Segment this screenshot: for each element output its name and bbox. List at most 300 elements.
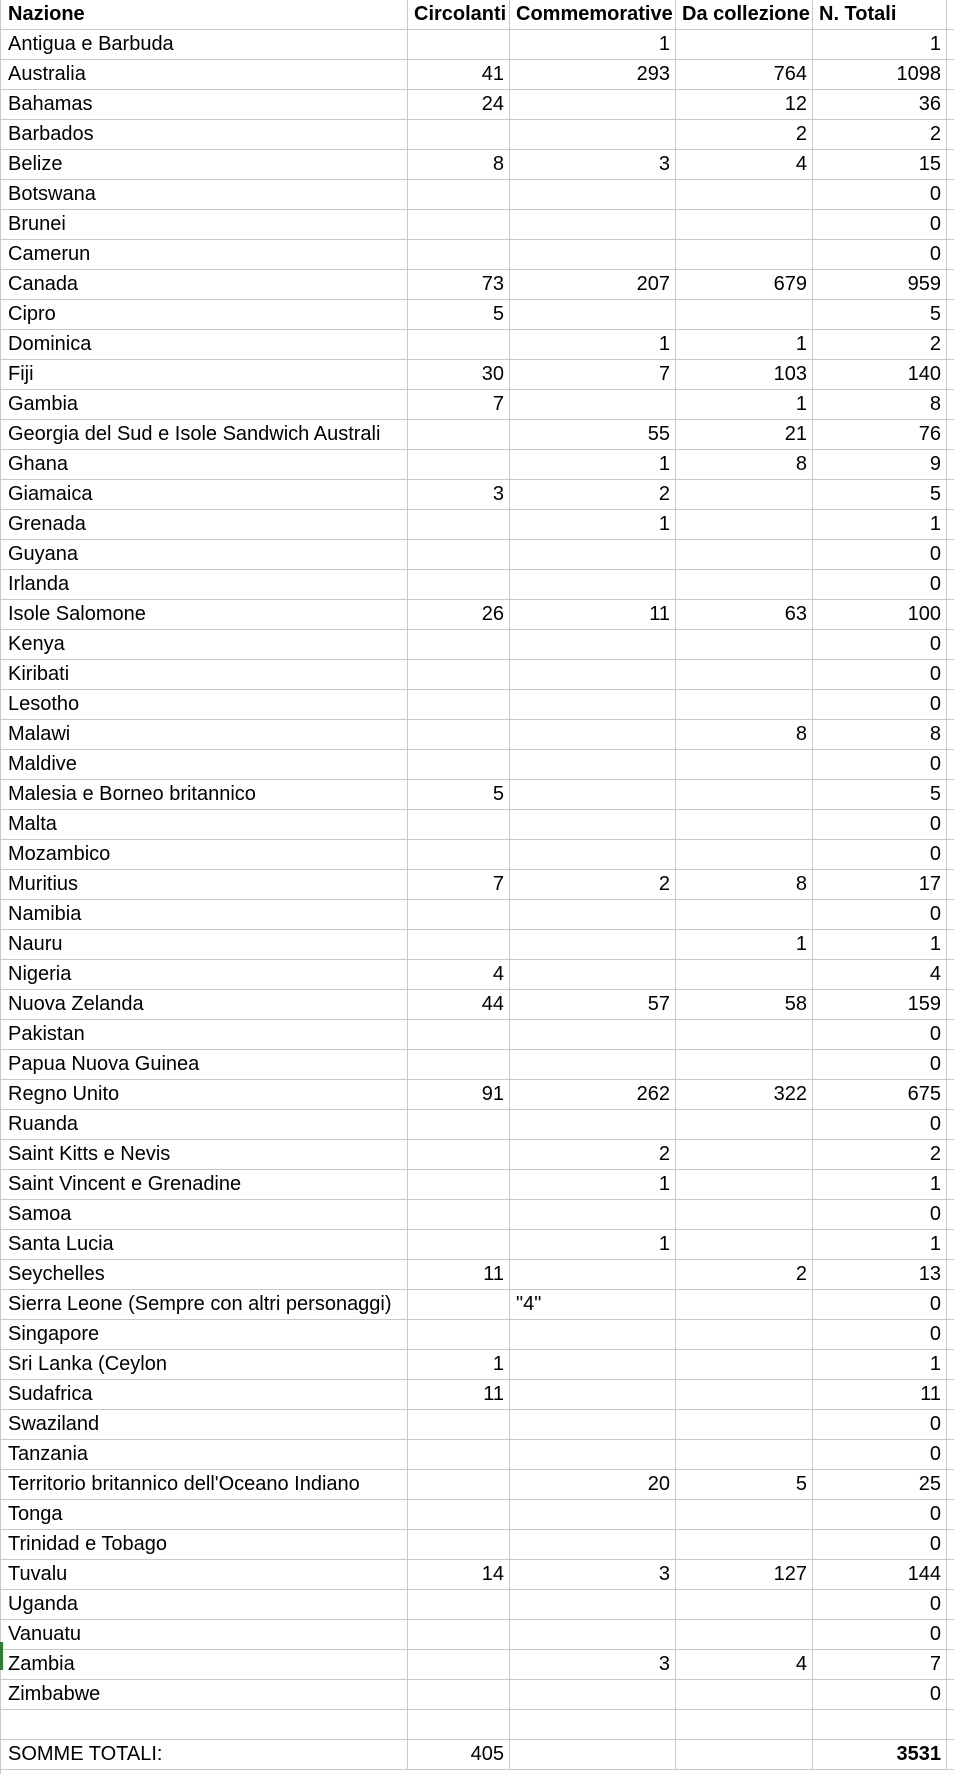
circolanti-cell[interactable] bbox=[408, 1650, 510, 1679]
country-cell[interactable]: Kiribati bbox=[0, 660, 408, 689]
totali-cell[interactable]: 8 bbox=[813, 390, 947, 419]
da-collezione-cell[interactable] bbox=[676, 540, 813, 569]
totali-cell[interactable]: 1 bbox=[813, 1230, 947, 1259]
commemorative-cell[interactable] bbox=[510, 180, 676, 209]
da-collezione-cell[interactable] bbox=[676, 1200, 813, 1229]
country-cell[interactable]: Papua Nuova Guinea bbox=[0, 1050, 408, 1079]
circolanti-cell[interactable]: 1 bbox=[408, 1350, 510, 1379]
da-collezione-cell[interactable] bbox=[676, 30, 813, 59]
commemorative-cell[interactable]: 55 bbox=[510, 420, 676, 449]
circolanti-cell[interactable] bbox=[408, 450, 510, 479]
commemorative-cell[interactable] bbox=[510, 1350, 676, 1379]
totali-cell[interactable]: 0 bbox=[813, 1440, 947, 1469]
totali-cell[interactable]: 0 bbox=[813, 570, 947, 599]
da-collezione-cell[interactable] bbox=[676, 1020, 813, 1049]
circolanti-cell[interactable] bbox=[408, 1230, 510, 1259]
commemorative-cell[interactable] bbox=[510, 1410, 676, 1439]
totali-cell[interactable]: 0 bbox=[813, 1110, 947, 1139]
da-collezione-cell[interactable] bbox=[676, 660, 813, 689]
circolanti-cell[interactable] bbox=[408, 1170, 510, 1199]
header-da-collezione[interactable]: Da collezione bbox=[676, 0, 813, 29]
commemorative-cell[interactable] bbox=[510, 1020, 676, 1049]
country-cell[interactable]: Fiji bbox=[0, 360, 408, 389]
circolanti-cell[interactable] bbox=[408, 1320, 510, 1349]
totali-cell[interactable]: 0 bbox=[813, 1050, 947, 1079]
commemorative-cell[interactable] bbox=[510, 690, 676, 719]
totali-cell[interactable]: 0 bbox=[813, 1320, 947, 1349]
circolanti-cell[interactable]: 11 bbox=[408, 1260, 510, 1289]
circolanti-cell[interactable]: 3 bbox=[408, 480, 510, 509]
circolanti-cell[interactable] bbox=[408, 1590, 510, 1619]
circolanti-cell[interactable] bbox=[408, 1620, 510, 1649]
circolanti-cell[interactable] bbox=[408, 1140, 510, 1169]
commemorative-cell[interactable]: 1 bbox=[510, 30, 676, 59]
da-collezione-cell[interactable] bbox=[676, 240, 813, 269]
totali-cell[interactable]: 0 bbox=[813, 900, 947, 929]
totali-cell[interactable]: 5 bbox=[813, 300, 947, 329]
commemorative-cell[interactable]: 3 bbox=[510, 1650, 676, 1679]
totali-cell[interactable]: 0 bbox=[813, 1500, 947, 1529]
da-collezione-cell[interactable] bbox=[676, 1680, 813, 1709]
da-collezione-cell[interactable] bbox=[676, 1110, 813, 1139]
country-cell[interactable]: Camerun bbox=[0, 240, 408, 269]
commemorative-cell[interactable] bbox=[510, 750, 676, 779]
totali-cell[interactable]: 140 bbox=[813, 360, 947, 389]
commemorative-cell[interactable] bbox=[510, 930, 676, 959]
commemorative-cell[interactable] bbox=[510, 900, 676, 929]
circolanti-cell[interactable]: 7 bbox=[408, 390, 510, 419]
totali-cell[interactable]: 0 bbox=[813, 660, 947, 689]
commemorative-cell[interactable] bbox=[510, 780, 676, 809]
commemorative-cell[interactable]: 3 bbox=[510, 1560, 676, 1589]
country-cell[interactable]: Bahamas bbox=[0, 90, 408, 119]
circolanti-cell[interactable] bbox=[408, 30, 510, 59]
da-collezione-cell[interactable] bbox=[676, 1740, 813, 1769]
totali-cell[interactable]: 0 bbox=[813, 630, 947, 659]
commemorative-cell[interactable]: 11 bbox=[510, 600, 676, 629]
country-cell[interactable]: SOMME TOTALI: bbox=[0, 1740, 408, 1769]
da-collezione-cell[interactable] bbox=[676, 300, 813, 329]
circolanti-cell[interactable] bbox=[408, 900, 510, 929]
country-cell[interactable]: Zambia bbox=[0, 1650, 408, 1679]
circolanti-cell[interactable] bbox=[408, 810, 510, 839]
country-cell[interactable]: Dominica bbox=[0, 330, 408, 359]
commemorative-cell[interactable] bbox=[510, 120, 676, 149]
country-cell[interactable]: Saint Vincent e Grenadine bbox=[0, 1170, 408, 1199]
circolanti-cell[interactable]: 7 bbox=[408, 870, 510, 899]
country-cell[interactable]: Sri Lanka (Ceylon bbox=[0, 1350, 408, 1379]
da-collezione-cell[interactable] bbox=[676, 810, 813, 839]
circolanti-cell[interactable]: 24 bbox=[408, 90, 510, 119]
circolanti-cell[interactable] bbox=[408, 1410, 510, 1439]
country-cell[interactable]: Muritius bbox=[0, 870, 408, 899]
da-collezione-cell[interactable] bbox=[676, 1380, 813, 1409]
commemorative-cell[interactable] bbox=[510, 810, 676, 839]
circolanti-cell[interactable]: 26 bbox=[408, 600, 510, 629]
table-row bbox=[0, 930, 954, 960]
circolanti-cell[interactable]: 41 bbox=[408, 60, 510, 89]
table-row bbox=[0, 1530, 954, 1560]
da-collezione-cell[interactable]: 21 bbox=[676, 420, 813, 449]
da-collezione-cell[interactable]: 1 bbox=[676, 930, 813, 959]
circolanti-cell[interactable]: 8 bbox=[408, 150, 510, 179]
country-cell[interactable]: Kenya bbox=[0, 630, 408, 659]
da-collezione-cell[interactable] bbox=[676, 1320, 813, 1349]
totali-cell[interactable]: 76 bbox=[813, 420, 947, 449]
totali-cell[interactable]: 0 bbox=[813, 1020, 947, 1049]
country-cell[interactable]: Seychelles bbox=[0, 1260, 408, 1289]
da-collezione-cell[interactable] bbox=[676, 750, 813, 779]
totali-cell[interactable]: 159 bbox=[813, 990, 947, 1019]
totali-cell[interactable]: 0 bbox=[813, 810, 947, 839]
country-cell[interactable]: Barbados bbox=[0, 120, 408, 149]
commemorative-cell[interactable]: 2 bbox=[510, 870, 676, 899]
circolanti-cell[interactable] bbox=[408, 1290, 510, 1319]
commemorative-cell[interactable]: 1 bbox=[510, 1170, 676, 1199]
totali-cell[interactable]: 0 bbox=[813, 210, 947, 239]
table-row bbox=[0, 1020, 954, 1050]
totali-cell[interactable]: 7 bbox=[813, 1650, 947, 1679]
commemorative-cell[interactable]: 1 bbox=[510, 330, 676, 359]
commemorative-cell[interactable] bbox=[510, 960, 676, 989]
commemorative-cell[interactable] bbox=[510, 1200, 676, 1229]
da-collezione-cell[interactable]: 4 bbox=[676, 150, 813, 179]
commemorative-cell[interactable] bbox=[510, 390, 676, 419]
da-collezione-cell[interactable]: 58 bbox=[676, 990, 813, 1019]
commemorative-cell[interactable] bbox=[510, 1050, 676, 1079]
country-cell[interactable]: Singapore bbox=[0, 1320, 408, 1349]
da-collezione-cell[interactable] bbox=[676, 1500, 813, 1529]
commemorative-cell[interactable] bbox=[510, 1440, 676, 1469]
circolanti-cell[interactable] bbox=[408, 690, 510, 719]
country-cell[interactable]: Canada bbox=[0, 270, 408, 299]
totali-cell[interactable]: 13 bbox=[813, 1260, 947, 1289]
totali-cell[interactable]: 1098 bbox=[813, 60, 947, 89]
totali-cell[interactable]: 2 bbox=[813, 330, 947, 359]
da-collezione-cell[interactable] bbox=[676, 1440, 813, 1469]
da-collezione-cell[interactable]: 2 bbox=[676, 120, 813, 149]
totali-cell[interactable]: 25 bbox=[813, 1470, 947, 1499]
da-collezione-cell[interactable]: 1 bbox=[676, 390, 813, 419]
country-cell[interactable]: Irlanda bbox=[0, 570, 408, 599]
commemorative-cell[interactable] bbox=[510, 1320, 676, 1349]
commemorative-cell[interactable]: 20 bbox=[510, 1470, 676, 1499]
da-collezione-cell[interactable] bbox=[676, 1140, 813, 1169]
circolanti-cell[interactable] bbox=[408, 630, 510, 659]
commemorative-cell[interactable] bbox=[510, 840, 676, 869]
circolanti-cell[interactable] bbox=[408, 1470, 510, 1499]
commemorative-cell[interactable] bbox=[510, 1740, 676, 1769]
da-collezione-cell[interactable] bbox=[676, 1350, 813, 1379]
da-collezione-cell[interactable] bbox=[676, 1290, 813, 1319]
da-collezione-cell[interactable]: 679 bbox=[676, 270, 813, 299]
da-collezione-cell[interactable] bbox=[676, 1710, 813, 1739]
country-cell[interactable]: Saint Kitts e Nevis bbox=[0, 1140, 408, 1169]
country-cell[interactable]: Guyana bbox=[0, 540, 408, 569]
circolanti-cell[interactable] bbox=[408, 210, 510, 239]
circolanti-cell[interactable] bbox=[408, 240, 510, 269]
da-collezione-cell[interactable] bbox=[676, 1530, 813, 1559]
circolanti-cell[interactable] bbox=[408, 1710, 510, 1739]
totali-cell[interactable]: 1 bbox=[813, 1170, 947, 1199]
commemorative-cell[interactable] bbox=[510, 300, 676, 329]
totali-cell[interactable]: 0 bbox=[813, 1290, 947, 1319]
country-cell[interactable]: Sudafrica bbox=[0, 1380, 408, 1409]
da-collezione-cell[interactable]: 127 bbox=[676, 1560, 813, 1589]
da-collezione-cell[interactable]: 8 bbox=[676, 870, 813, 899]
circolanti-cell[interactable] bbox=[408, 120, 510, 149]
totali-cell[interactable]: 0 bbox=[813, 1530, 947, 1559]
commemorative-cell[interactable] bbox=[510, 1620, 676, 1649]
country-cell[interactable]: Australia bbox=[0, 60, 408, 89]
commemorative-cell[interactable] bbox=[510, 630, 676, 659]
country-cell[interactable]: Botswana bbox=[0, 180, 408, 209]
totali-cell[interactable]: 0 bbox=[813, 1680, 947, 1709]
circolanti-cell[interactable] bbox=[408, 1680, 510, 1709]
da-collezione-cell[interactable] bbox=[676, 180, 813, 209]
totali-cell[interactable]: 2 bbox=[813, 120, 947, 149]
country-cell[interactable]: Cipro bbox=[0, 300, 408, 329]
da-collezione-cell[interactable] bbox=[676, 480, 813, 509]
commemorative-cell[interactable] bbox=[510, 1110, 676, 1139]
totali-cell[interactable]: 2 bbox=[813, 1140, 947, 1169]
circolanti-cell[interactable] bbox=[408, 180, 510, 209]
da-collezione-cell[interactable] bbox=[676, 960, 813, 989]
totali-cell[interactable]: 11 bbox=[813, 1380, 947, 1409]
circolanti-cell[interactable] bbox=[408, 720, 510, 749]
totali-cell[interactable]: 9 bbox=[813, 450, 947, 479]
commemorative-cell[interactable] bbox=[510, 540, 676, 569]
totali-cell[interactable]: 0 bbox=[813, 1590, 947, 1619]
country-cell[interactable]: Malesia e Borneo britannico bbox=[0, 780, 408, 809]
da-collezione-cell[interactable]: 1 bbox=[676, 330, 813, 359]
commemorative-cell[interactable] bbox=[510, 1500, 676, 1529]
country-cell[interactable]: Regno Unito bbox=[0, 1080, 408, 1109]
da-collezione-cell[interactable]: 2 bbox=[676, 1260, 813, 1289]
circolanti-cell[interactable]: 5 bbox=[408, 300, 510, 329]
country-cell[interactable]: Vanuatu bbox=[0, 1620, 408, 1649]
da-collezione-cell[interactable] bbox=[676, 1590, 813, 1619]
da-collezione-cell[interactable] bbox=[676, 630, 813, 659]
circolanti-cell[interactable]: 44 bbox=[408, 990, 510, 1019]
country-cell[interactable]: Samoa bbox=[0, 1200, 408, 1229]
circolanti-cell[interactable]: 14 bbox=[408, 1560, 510, 1589]
commemorative-cell[interactable] bbox=[510, 720, 676, 749]
country-cell[interactable]: Zimbabwe bbox=[0, 1680, 408, 1709]
totali-cell[interactable]: 0 bbox=[813, 840, 947, 869]
circolanti-cell[interactable] bbox=[408, 1500, 510, 1529]
totali-cell[interactable]: 17 bbox=[813, 870, 947, 899]
totali-cell[interactable]: 959 bbox=[813, 270, 947, 299]
totali-cell[interactable]: 5 bbox=[813, 780, 947, 809]
circolanti-cell[interactable] bbox=[408, 1440, 510, 1469]
commemorative-cell[interactable]: 1 bbox=[510, 450, 676, 479]
header-n-totali[interactable]: N. Totali bbox=[813, 0, 947, 29]
da-collezione-cell[interactable]: 4 bbox=[676, 1650, 813, 1679]
circolanti-cell[interactable] bbox=[408, 1110, 510, 1139]
da-collezione-cell[interactable] bbox=[676, 1410, 813, 1439]
totali-cell[interactable]: 15 bbox=[813, 150, 947, 179]
circolanti-cell[interactable]: 30 bbox=[408, 360, 510, 389]
totali-cell[interactable]: 100 bbox=[813, 600, 947, 629]
country-cell[interactable]: Uganda bbox=[0, 1590, 408, 1619]
da-collezione-cell[interactable]: 103 bbox=[676, 360, 813, 389]
country-cell[interactable] bbox=[0, 1710, 408, 1739]
table-row bbox=[0, 540, 954, 570]
da-collezione-cell[interactable] bbox=[676, 1620, 813, 1649]
country-cell[interactable]: Ghana bbox=[0, 450, 408, 479]
totali-cell[interactable]: 1 bbox=[813, 30, 947, 59]
country-cell[interactable]: Territorio britannico dell'Oceano Indiano bbox=[0, 1470, 408, 1499]
commemorative-cell[interactable]: 57 bbox=[510, 990, 676, 1019]
commemorative-cell[interactable] bbox=[510, 1590, 676, 1619]
country-cell[interactable]: Namibia bbox=[0, 900, 408, 929]
da-collezione-cell[interactable]: 12 bbox=[676, 90, 813, 119]
da-collezione-cell[interactable] bbox=[676, 900, 813, 929]
da-collezione-cell[interactable] bbox=[676, 780, 813, 809]
circolanti-cell[interactable]: 73 bbox=[408, 270, 510, 299]
totali-cell[interactable]: 0 bbox=[813, 1200, 947, 1229]
commemorative-cell[interactable]: 1 bbox=[510, 1230, 676, 1259]
totali-cell[interactable]: 36 bbox=[813, 90, 947, 119]
circolanti-cell[interactable] bbox=[408, 420, 510, 449]
totali-cell[interactable]: 0 bbox=[813, 240, 947, 269]
commemorative-cell[interactable] bbox=[510, 210, 676, 239]
country-cell[interactable]: Georgia del Sud e Isole Sandwich Australi bbox=[0, 420, 408, 449]
circolanti-cell[interactable] bbox=[408, 930, 510, 959]
totali-cell[interactable]: 0 bbox=[813, 690, 947, 719]
totali-cell[interactable]: 8 bbox=[813, 720, 947, 749]
totali-cell[interactable]: 3531 bbox=[813, 1740, 947, 1769]
totali-cell[interactable]: 675 bbox=[813, 1080, 947, 1109]
header-nazione[interactable]: Nazione bbox=[0, 0, 408, 29]
country-cell[interactable]: Giamaica bbox=[0, 480, 408, 509]
circolanti-cell[interactable] bbox=[408, 840, 510, 869]
header-circolanti[interactable]: Circolanti bbox=[408, 0, 510, 29]
commemorative-cell[interactable] bbox=[510, 90, 676, 119]
da-collezione-cell[interactable]: 764 bbox=[676, 60, 813, 89]
da-collezione-cell[interactable]: 5 bbox=[676, 1470, 813, 1499]
table-row bbox=[0, 1320, 954, 1350]
commemorative-cell[interactable]: 262 bbox=[510, 1080, 676, 1109]
commemorative-cell[interactable] bbox=[510, 660, 676, 689]
da-collezione-cell[interactable] bbox=[676, 1230, 813, 1259]
country-cell[interactable]: Ruanda bbox=[0, 1110, 408, 1139]
totali-cell[interactable]: 0 bbox=[813, 1410, 947, 1439]
totali-cell[interactable]: 0 bbox=[813, 750, 947, 779]
da-collezione-cell[interactable] bbox=[676, 210, 813, 239]
da-collezione-cell[interactable]: 322 bbox=[676, 1080, 813, 1109]
totali-cell[interactable]: 0 bbox=[813, 1620, 947, 1649]
circolanti-cell[interactable]: 405 bbox=[408, 1740, 510, 1769]
circolanti-cell[interactable]: 4 bbox=[408, 960, 510, 989]
totali-cell[interactable]: 1 bbox=[813, 510, 947, 539]
circolanti-cell[interactable] bbox=[408, 330, 510, 359]
da-collezione-cell[interactable] bbox=[676, 840, 813, 869]
commemorative-cell[interactable] bbox=[510, 1680, 676, 1709]
commemorative-cell[interactable] bbox=[510, 1380, 676, 1409]
commemorative-cell[interactable] bbox=[510, 1260, 676, 1289]
header-commemorative[interactable]: Commemorative bbox=[510, 0, 676, 29]
country-cell[interactable]: Nigeria bbox=[0, 960, 408, 989]
da-collezione-cell[interactable] bbox=[676, 570, 813, 599]
country-cell[interactable]: Belize bbox=[0, 150, 408, 179]
country-cell[interactable]: Gambia bbox=[0, 390, 408, 419]
commemorative-cell[interactable] bbox=[510, 240, 676, 269]
country-cell[interactable]: Malta bbox=[0, 810, 408, 839]
totali-cell[interactable]: 144 bbox=[813, 1560, 947, 1589]
circolanti-cell[interactable]: 91 bbox=[408, 1080, 510, 1109]
country-cell[interactable]: Tonga bbox=[0, 1500, 408, 1529]
circolanti-cell[interactable]: 5 bbox=[408, 780, 510, 809]
da-collezione-cell[interactable] bbox=[676, 510, 813, 539]
circolanti-cell[interactable]: 11 bbox=[408, 1380, 510, 1409]
commemorative-cell[interactable]: "4" bbox=[510, 1290, 676, 1319]
commemorative-cell[interactable]: 3 bbox=[510, 150, 676, 179]
country-cell[interactable]: Tuvalu bbox=[0, 1560, 408, 1589]
totali-cell[interactable]: 5 bbox=[813, 480, 947, 509]
country-cell[interactable]: Mozambico bbox=[0, 840, 408, 869]
commemorative-cell[interactable]: 2 bbox=[510, 480, 676, 509]
country-cell[interactable]: Nauru bbox=[0, 930, 408, 959]
totali-cell[interactable]: 0 bbox=[813, 540, 947, 569]
country-cell[interactable]: Tanzania bbox=[0, 1440, 408, 1469]
country-cell[interactable]: Isole Salomone bbox=[0, 600, 408, 629]
da-collezione-cell[interactable] bbox=[676, 1170, 813, 1199]
totali-cell[interactable]: 4 bbox=[813, 960, 947, 989]
circolanti-cell[interactable] bbox=[408, 510, 510, 539]
country-cell[interactable]: Pakistan bbox=[0, 1020, 408, 1049]
country-cell[interactable]: Malawi bbox=[0, 720, 408, 749]
country-cell[interactable]: Trinidad e Tobago bbox=[0, 1530, 408, 1559]
commemorative-cell[interactable] bbox=[510, 1530, 676, 1559]
circolanti-cell[interactable] bbox=[408, 1050, 510, 1079]
circolanti-cell[interactable] bbox=[408, 540, 510, 569]
commemorative-cell[interactable]: 1 bbox=[510, 510, 676, 539]
circolanti-cell[interactable] bbox=[408, 750, 510, 779]
country-cell[interactable]: Maldive bbox=[0, 750, 408, 779]
circolanti-cell[interactable] bbox=[408, 1200, 510, 1229]
circolanti-cell[interactable] bbox=[408, 660, 510, 689]
totali-cell[interactable]: 1 bbox=[813, 1350, 947, 1379]
da-collezione-cell[interactable]: 8 bbox=[676, 720, 813, 749]
commemorative-cell[interactable] bbox=[510, 1710, 676, 1739]
circolanti-cell[interactable] bbox=[408, 1530, 510, 1559]
country-cell[interactable]: Brunei bbox=[0, 210, 408, 239]
da-collezione-cell[interactable] bbox=[676, 690, 813, 719]
totali-cell[interactable]: 0 bbox=[813, 180, 947, 209]
country-cell[interactable]: Nuova Zelanda bbox=[0, 990, 408, 1019]
totali-cell[interactable]: 1 bbox=[813, 930, 947, 959]
country-cell[interactable]: Antigua e Barbuda bbox=[0, 30, 408, 59]
country-cell[interactable]: Lesotho bbox=[0, 690, 408, 719]
totali-cell[interactable] bbox=[813, 1710, 947, 1739]
da-collezione-cell[interactable] bbox=[676, 1050, 813, 1079]
commemorative-cell[interactable]: 7 bbox=[510, 360, 676, 389]
circolanti-cell[interactable] bbox=[408, 570, 510, 599]
commemorative-cell[interactable]: 207 bbox=[510, 270, 676, 299]
commemorative-cell[interactable]: 293 bbox=[510, 60, 676, 89]
country-cell[interactable]: Grenada bbox=[0, 510, 408, 539]
da-collezione-cell[interactable]: 8 bbox=[676, 450, 813, 479]
da-collezione-cell[interactable]: 63 bbox=[676, 600, 813, 629]
country-cell[interactable]: Sierra Leone (Sempre con altri personaggi) bbox=[0, 1290, 408, 1319]
country-cell[interactable]: Santa Lucia bbox=[0, 1230, 408, 1259]
commemorative-cell[interactable]: 2 bbox=[510, 1140, 676, 1169]
circolanti-cell[interactable] bbox=[408, 1020, 510, 1049]
country-cell[interactable]: Swaziland bbox=[0, 1410, 408, 1439]
commemorative-cell[interactable] bbox=[510, 570, 676, 599]
